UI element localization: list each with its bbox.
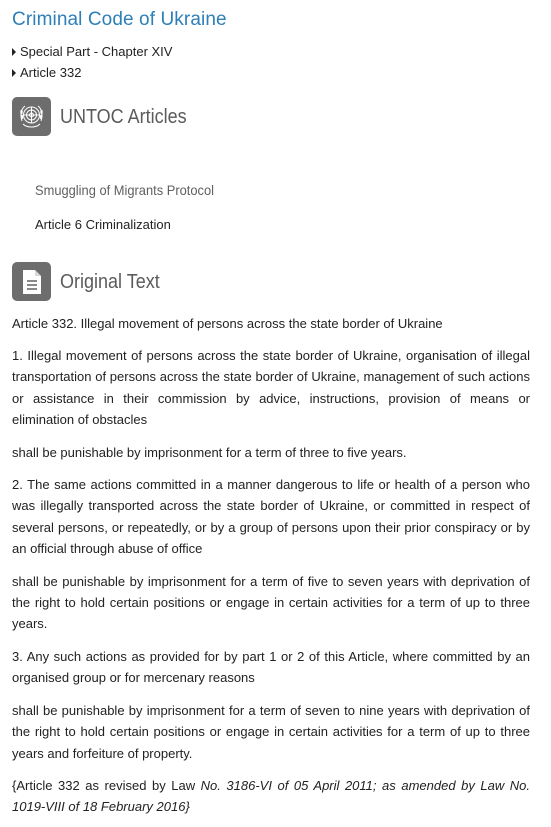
- amendment-prefix: {Article 332 as revised by Law: [12, 777, 201, 793]
- article-paragraph: 2. The same actions committed in a manner dangerous to life or health of a person who was illegally transported across the state border of Ukraine, or committed in respect of several persons, or repeatedly, or by a group of persons upon their prior conspiracy or by an official through abuse of office: [12, 477, 530, 557]
- untoc-section: [12, 97, 530, 234]
- breadcrumb-item-article[interactable]: [12, 62, 530, 83]
- article-paragraph: shall be punishable by imprisonment for a term of five to seven years with deprivation of the right to hold certain positions or engage in certain activities for a term of up to three years.: [12, 573, 530, 632]
- original-text-title: Original Text: [60, 270, 160, 293]
- breadcrumb: [12, 41, 530, 83]
- amendment-italic: No. 3186-VI of 05 April 2011; as amended by Law No. 1019-VIII of 18 February 2016}: [12, 777, 530, 815]
- article-paragraph: 3. Any such actions as provided for by part 1 or 2 of this Article, where committed by an organised group or for mercenary reasons: [12, 648, 530, 686]
- un-emblem-svg: [16, 101, 47, 132]
- amendment-note: [12, 775, 530, 818]
- document-icon: [12, 262, 51, 301]
- breadcrumb-item-chapter[interactable]: [12, 41, 530, 62]
- caret-right-icon: [12, 48, 16, 56]
- untoc-header: [12, 97, 530, 136]
- article-paragraph: shall be punishable by imprisonment for a term of three to five years.: [12, 444, 407, 460]
- breadcrumb-label[interactable]: Article 332: [20, 65, 82, 80]
- article-heading: Article 332. Illegal movement of persons across the state border of Ukraine: [12, 316, 443, 331]
- untoc-article-link[interactable]: Article 6 Criminalization: [35, 217, 171, 232]
- page-title: Criminal Code of Ukraine: [12, 9, 227, 30]
- untoc-protocol-link[interactable]: Smuggling of Migrants Protocol: [35, 182, 214, 198]
- untoc-list: [12, 180, 530, 234]
- caret-right-icon: [12, 69, 16, 77]
- un-emblem-icon: [12, 97, 51, 136]
- original-text-header: [12, 262, 530, 301]
- original-text-section: [12, 262, 530, 818]
- untoc-title: UNTOC Articles: [60, 105, 187, 128]
- document-svg: [21, 269, 43, 295]
- breadcrumb-label[interactable]: Special Part - Chapter XIV: [20, 44, 173, 59]
- article-paragraph: 1. Illegal movement of persons across the state border of Ukraine, organisation of illegal transportation of persons across the state border of Ukraine, management of such actions or assistance in their commission by advice, instructions, provision of means or elimination of obstacles: [12, 348, 530, 428]
- article-paragraph: shall be punishable by imprisonment for a term of seven to nine years with deprivation of the right to hold certain positions or engage in certain activities for a term of up to three years and forfeiture of property.: [12, 702, 530, 761]
